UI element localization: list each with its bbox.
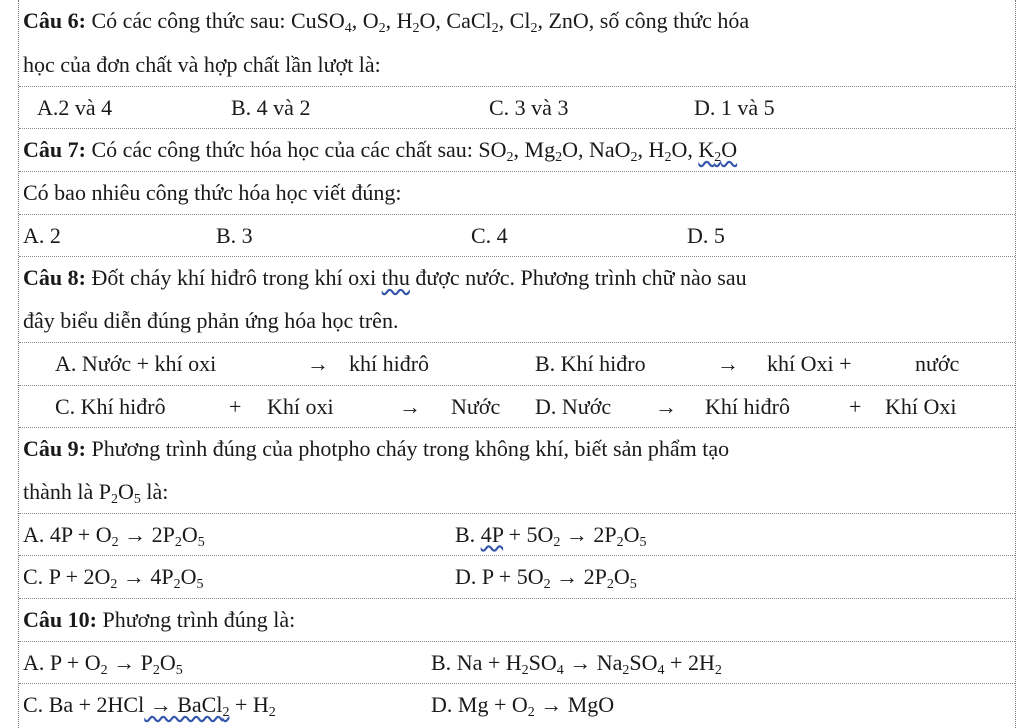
q6-option-a[interactable]: A.2 và 4 — [37, 94, 113, 120]
q6-option-c[interactable]: C. 3 và 3 — [489, 94, 569, 120]
q7-stem-line-2: Có bao nhiêu công thức hóa học viết đúng: — [19, 172, 1015, 215]
q9-option-a[interactable]: A. $4P + O_2 \to 2P_2O_5$ — [23, 521, 205, 550]
q6-option-b[interactable]: B. 4 và 2 — [231, 94, 311, 120]
q8-options-ab: A. Nước + khí oxi → khí hiđrô B. Khí hiđro → khí Oxi + nước — [19, 343, 1015, 386]
q7-options — [19, 215, 1015, 258]
q9-option-b[interactable]: B. $4P + 5O_2 \to 2P_2O_5$ — [455, 521, 647, 550]
q10-stem: Câu 10: Phương trình đúng là: — [19, 599, 1015, 642]
exam-sheet — [18, 0, 1016, 728]
q7-option-b[interactable]: B. 3 — [216, 222, 253, 248]
q8-option-c[interactable]: C. Khí hiđrô — [55, 393, 166, 419]
q7-option-a[interactable]: A. 2 — [23, 222, 61, 248]
q8-options-cd: C. Khí hiđrô + Khí oxi → Nước D. Nước → Khí hiđrô + Khí Oxi — [19, 386, 1015, 429]
q9-options-cd — [19, 556, 1015, 599]
q10-number: Câu 10: — [23, 606, 97, 632]
q6-stem-line-1: Câu 6: Có các công thức sau: CuSO$_4$, $O_2$, $H_2O$, CaCl$_2$, $Cl_2$, ZnO, số công thức hóa — [23, 8, 750, 36]
q9-options-ab — [19, 514, 1015, 557]
q9-stem-line-2: thành là $P_2O_5$ là: — [19, 471, 1015, 514]
q6-number: Câu 6: — [23, 8, 86, 33]
q7-number: Câu 7: — [23, 137, 86, 163]
q10-options-ab — [19, 642, 1015, 685]
q10-option-a[interactable]: A. $P + O_2 \to P_2O_5$ — [23, 649, 183, 678]
q7-formulas: $SO_2$, $Mg_2O$, NaO$_2$, $H_2O$, $K_2O$ — [478, 137, 738, 166]
q9-option-c[interactable]: C. $P + 2O_2 \to 4P_2O_5$ — [23, 564, 204, 593]
q8-option-a[interactable]: A. Nước + khí oxi — [55, 350, 217, 376]
q7-option-d[interactable]: D. 5 — [687, 222, 725, 248]
q6-options — [19, 87, 1015, 130]
q9-number: Câu 9: — [23, 436, 86, 462]
q8-option-b[interactable]: B. Khí hiđro — [535, 350, 646, 376]
q8-number: Câu 8: — [23, 265, 86, 291]
q10-option-b[interactable]: B. $Na + H_2SO_4 \to Na_2SO_4 + 2H_2$ — [431, 649, 722, 678]
q6-formulas: CuSO$_4$, $O_2$, $H_2O$, CaCl$_2$, $Cl_2$, ZnO — [290, 8, 589, 36]
q9-stem-line-1: Câu 9: Phương trình đúng của photpho cháy trong không khí, biết sản phẩm tạo — [23, 436, 730, 462]
q6-stem-line-2: học của đơn chất và hợp chất lần lượt là: — [19, 44, 1015, 87]
q7-option-c[interactable]: C. 4 — [471, 222, 508, 248]
q10-options-cd — [19, 684, 1015, 727]
q9-option-d[interactable]: D. $P + 5O_2 \to 2P_2O_5$ — [455, 564, 637, 593]
q8-stem-line-2: đây biểu diễn đúng phản ứng hóa học trên. — [19, 300, 1015, 343]
q9-product: $P_2O_5$ — [98, 478, 141, 507]
q6-option-d[interactable]: D. 1 và 5 — [694, 94, 775, 120]
q10-option-c[interactable]: C. Ba + 2HCl → BaCl$_2$ + $H_2$ — [23, 692, 276, 721]
q8-option-d[interactable]: D. Nước — [535, 393, 612, 419]
q10-option-d[interactable]: D. $Mg + O_2$ → MgO — [431, 692, 615, 721]
q7-stem-line-1: Câu 7: Có các công thức hóa học của các chất sau: $SO_2$, $Mg_2O$, NaO$_2$, $H_2O$, $K_2O$ — [19, 129, 1015, 172]
q8-stem-line-1: Câu 8: Đốt cháy khí hiđrô trong khí oxi thu được nước. Phương trình chữ nào sau — [23, 265, 747, 291]
